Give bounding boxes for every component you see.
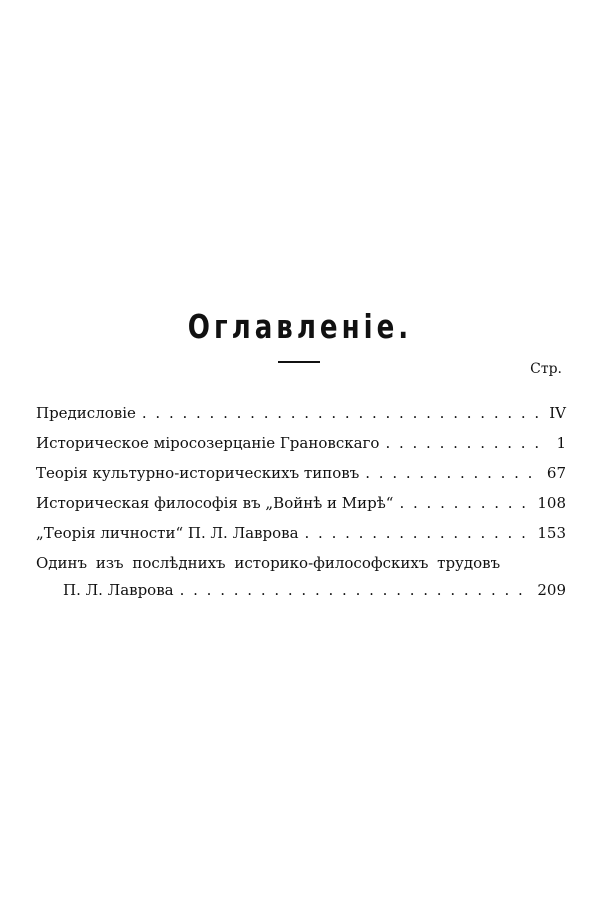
dot-leader (305, 518, 532, 548)
page-title: Оглавленіе. (187, 308, 413, 347)
toc-entry (36, 428, 566, 458)
toc-entry-title-line2: П. Л. Лаврова (63, 581, 174, 599)
toc-entry (36, 398, 566, 428)
toc-entry-page: 108 (537, 494, 566, 512)
toc-entry-title: Историческая философія въ „Войнѣ и Мирѣ“ (36, 494, 394, 512)
toc-entry-title: Историческое міросозерцаніе Грановскаго (36, 434, 380, 452)
toc-entry-title: „Теорія личности“ П. Л. Лаврова (36, 524, 299, 542)
toc-entry-multiline (36, 550, 566, 604)
toc-entry-page: 1 (556, 434, 566, 452)
toc-entry-title: Теорія культурно-историческихъ типовъ (36, 464, 360, 482)
toc-entry-page: 153 (537, 524, 566, 542)
toc-entry-page: 67 (546, 464, 566, 482)
table-of-contents (36, 398, 566, 604)
page-column-label: Стр. (530, 361, 562, 377)
toc-entry-page: 209 (537, 581, 566, 599)
toc-entry (36, 488, 566, 518)
dot-leader (180, 576, 532, 604)
toc-entry (36, 458, 566, 488)
title-rule (278, 361, 320, 363)
dot-leader (399, 488, 531, 518)
toc-entry-continuation (36, 576, 566, 604)
toc-entry-title-line1: Одинъ изъ послѣднихъ историко-философскихъ трудовъ (36, 554, 501, 572)
toc-entry (36, 518, 566, 548)
toc-entry-title: Предисловіе (36, 404, 136, 422)
toc-entry-page: IV (549, 404, 566, 422)
dot-leader (142, 398, 542, 428)
dot-leader (385, 428, 542, 458)
dot-leader (365, 458, 541, 488)
